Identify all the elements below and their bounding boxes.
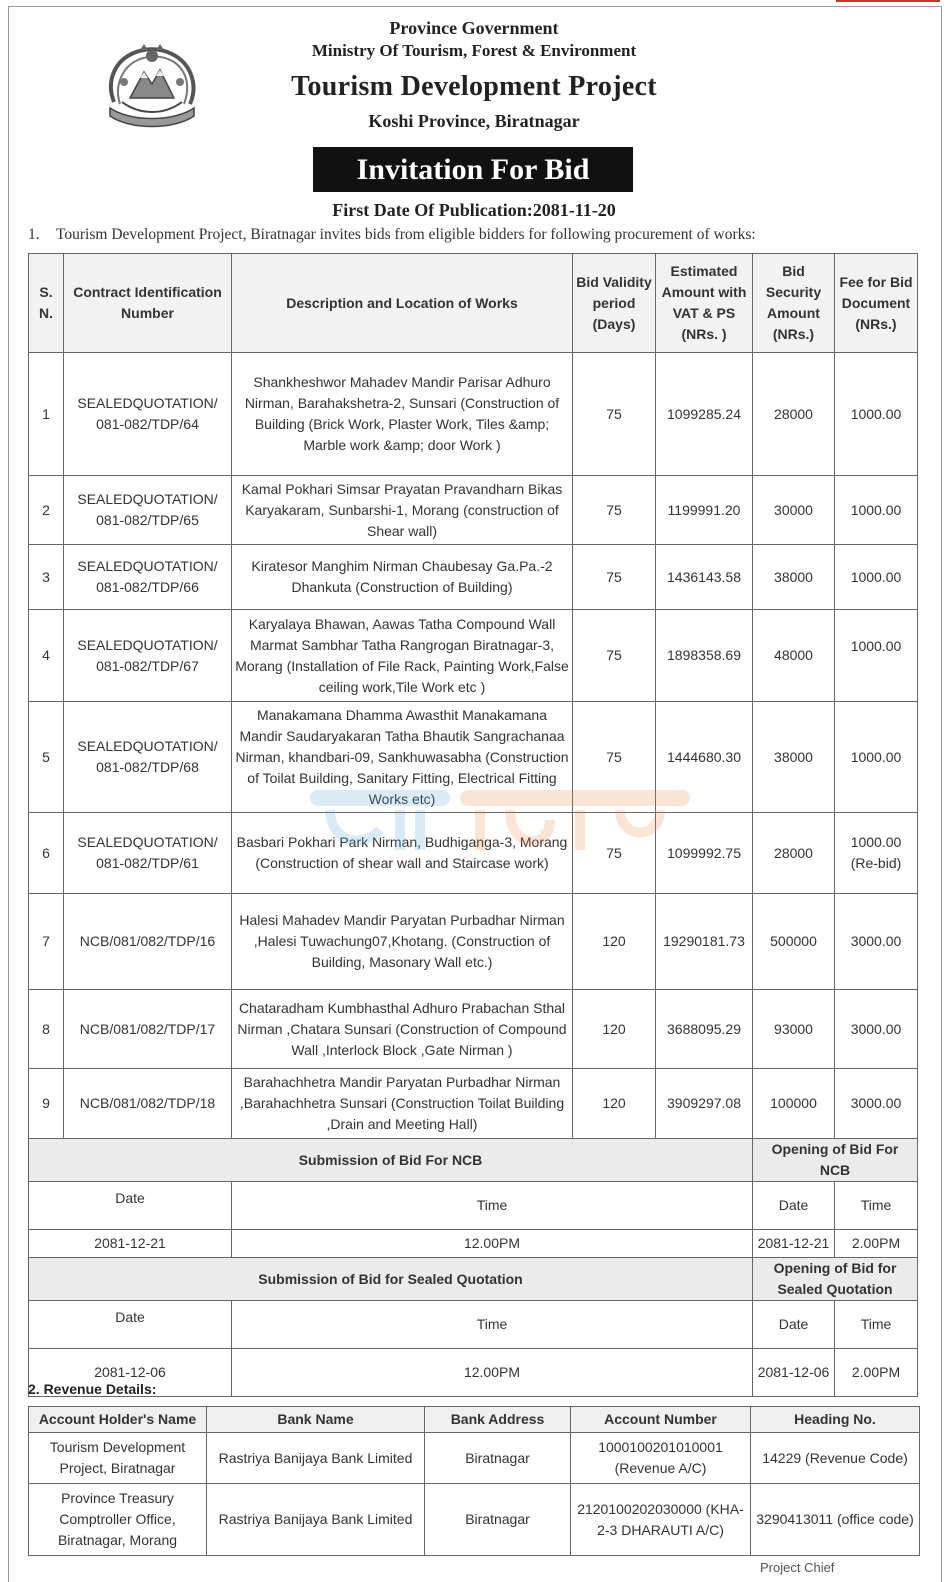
cell-validity: 75 (573, 353, 656, 476)
works-table-header (29, 254, 918, 353)
table-row (29, 610, 918, 702)
sealed-submission-title: Submission of Bid for Sealed Quotation (29, 1258, 753, 1301)
sealed-opening-time: 2.00PM (835, 1349, 918, 1397)
table-row (29, 702, 918, 813)
ncb-opening-date: 2081-12-21 (753, 1230, 835, 1258)
cell-contract: SEALEDQUOTATION/ 081-082/TDP/67 (64, 610, 232, 702)
ncb-schedule-labels (29, 1182, 918, 1230)
cell-contract: SEALEDQUOTATION/ 081-082/TDP/65 (64, 476, 232, 545)
ncb-opening-title: Opening of Bid For NCB (753, 1139, 918, 1182)
header-sn: S. N. (29, 254, 64, 353)
sealed-opening-title: Opening of Bid for Sealed Quotation (753, 1258, 918, 1301)
cell-holder: Tourism Development Project, Biratnagar (29, 1433, 207, 1484)
cell-estimate: 1199991.20 (656, 476, 753, 545)
cell-description: Barahachhetra Mandir Paryatan Purbadhar Nirman ,Barahachhetra Sunsari (Construction Toilat Building ,Drain and Meeting Hall) (232, 1069, 573, 1139)
cell-fee: 1000.00 (835, 353, 918, 476)
sealed-schedule-header (29, 1258, 918, 1301)
ncb-submission-time-label: Time (232, 1182, 753, 1230)
cell-sn: 5 (29, 702, 64, 813)
cell-estimate: 3688095.29 (656, 990, 753, 1069)
cell-validity: 75 (573, 702, 656, 813)
table-row (29, 545, 918, 610)
cell-description: Shankheshwor Mahadev Mandir Parisar Adhuro Nirman, Barahakshetra-2, Sunsari (Construction of Building (Brick Work, Plaster Work, Tiles &amp; Marble work &amp; door Work ) (232, 353, 573, 476)
header-description: Description and Location of Works (232, 254, 573, 353)
sealed-opening-date: 2081-12-06 (753, 1349, 835, 1397)
cell-heading: 14229 (Revenue Code) (751, 1433, 920, 1484)
revenue-table-header (29, 1407, 920, 1433)
revenue-table (28, 1406, 920, 1556)
cell-contract: NCB/081/082/TDP/16 (64, 894, 232, 990)
cell-fee: 3000.00 (835, 894, 918, 990)
cell-security: 48000 (753, 610, 835, 702)
cell-fee: 3000.00 (835, 990, 918, 1069)
cell-sn: 7 (29, 894, 64, 990)
header-fee: Fee for Bid Document (NRs.) (835, 254, 918, 353)
sealed-opening-time-label: Time (835, 1301, 918, 1349)
cell-estimate: 19290181.73 (656, 894, 753, 990)
cell-validity: 75 (573, 545, 656, 610)
revenue-section-title: 2. Revenue Details: (28, 1381, 157, 1397)
cell-estimate: 3909297.08 (656, 1069, 753, 1139)
sealed-opening-date-label: Date (753, 1301, 835, 1349)
cell-validity: 75 (573, 813, 656, 894)
cell-security: 28000 (753, 813, 835, 894)
header-heading-no: Heading No. (751, 1407, 920, 1433)
cell-description: Chataradham Kumbhasthal Adhuro Prabachan Sthal Nirman ,Chatara Sunsari (Construction of Compound Wall ,Interlock Block ,Gate Nirman ) (232, 990, 573, 1069)
cell-fee: 1000.00 (835, 702, 918, 813)
cell-validity: 120 (573, 894, 656, 990)
ncb-submission-title: Submission of Bid For NCB (29, 1139, 753, 1182)
cell-sn: 6 (29, 813, 64, 894)
table-row (29, 1484, 920, 1556)
cell-description: Manakamana Dhamma Awasthit Manakamana Mandir Saudaryakaran Tatha Bhautik Sangrachanaa Nirman, khandbari-09, Sankhuwasabha (Construction of Toilat Building, Sanitary Fitting, Electrical Fitting Works etc) (232, 702, 573, 813)
cell-contract: SEALEDQUOTATION/ 081-082/TDP/66 (64, 545, 232, 610)
project-chief-label: Project Chief (760, 1560, 835, 1575)
ncb-schedule-header (29, 1139, 918, 1182)
sealed-submission-date-label: Date (29, 1301, 232, 1349)
sealed-schedule-labels (29, 1301, 918, 1349)
cell-contract: SEALEDQUOTATION/ 081-082/TDP/61 (64, 813, 232, 894)
cell-validity: 120 (573, 990, 656, 1069)
ncb-opening-date-label: Date (753, 1182, 835, 1230)
cell-holder: Province Treasury Comptroller Office, Biratnagar, Morang (29, 1484, 207, 1556)
cell-sn: 3 (29, 545, 64, 610)
cell-sn: 2 (29, 476, 64, 545)
header-contract: Contract Identification Number (64, 254, 232, 353)
table-row (29, 1069, 918, 1139)
cell-bank: Rastriya Banijaya Bank Limited (207, 1433, 425, 1484)
table-row (29, 353, 918, 476)
cell-contract: NCB/081/082/TDP/17 (64, 990, 232, 1069)
cell-estimate: 1099992.75 (656, 813, 753, 894)
sealed-submission-time-label: Time (232, 1301, 753, 1349)
ncb-submission-date: 2081-12-21 (29, 1230, 232, 1258)
cell-validity: 75 (573, 610, 656, 702)
header-bank-name: Bank Name (207, 1407, 425, 1433)
publication-date: First Date Of Publication:2081-11-20 (332, 200, 616, 220)
table-row (29, 894, 918, 990)
cell-bank: Rastriya Banijaya Bank Limited (207, 1484, 425, 1556)
cell-heading: 3290413011 (office code) (751, 1484, 920, 1556)
table-row (29, 1433, 920, 1484)
cell-contract: SEALEDQUOTATION/ 081-082/TDP/68 (64, 702, 232, 813)
header-account-number: Account Number (571, 1407, 751, 1433)
cell-sn: 4 (29, 610, 64, 702)
sealed-schedule-values (29, 1349, 918, 1397)
cell-fee: 1000.00 (835, 476, 918, 545)
cell-sn: 8 (29, 990, 64, 1069)
ncb-schedule-values (29, 1230, 918, 1258)
cell-security: 28000 (753, 353, 835, 476)
table-row (29, 476, 918, 545)
cell-estimate: 1099285.24 (656, 353, 753, 476)
cell-fee: 1000.00 (835, 545, 918, 610)
sealed-submission-time: 12.00PM (232, 1349, 753, 1397)
ministry-line: Ministry Of Tourism, Forest & Environment (311, 41, 637, 60)
header-estimate: Estimated Amount with VAT & PS (NRs. ) (656, 254, 753, 353)
cell-description: Halesi Mahadev Mandir Paryatan Purbadhar Nirman ,Halesi Tuwachung07,Khotang. (Construction of Building, Masonary Wall etc.) (232, 894, 573, 990)
intro-number: 1. (28, 226, 40, 243)
cell-security: 38000 (753, 702, 835, 813)
ncb-opening-time: 2.00PM (835, 1230, 918, 1258)
header-account-holder: Account Holder's Name (29, 1407, 207, 1433)
header-security: Bid Security Amount (NRs.) (753, 254, 835, 353)
ncb-submission-date-label: Date (29, 1182, 232, 1230)
intro-text: Tourism Development Project, Biratnagar invites bids from eligible bidders for following procurement of works: (56, 226, 756, 243)
cell-validity: 120 (573, 1069, 656, 1139)
cell-fee: 3000.00 (835, 1069, 918, 1139)
cell-description: Kiratesor Manghim Nirman Chaubesay Ga.Pa.-2 Dhankuta (Construction of Building) (232, 545, 573, 610)
government-line: Province Government (389, 18, 559, 38)
table-row (29, 813, 918, 894)
header-validity: Bid Validity period (Days) (573, 254, 656, 353)
cell-address: Biratnagar (425, 1433, 571, 1484)
cell-description: Kamal Pokhari Simsar Prayatan Pravandharn Bikas Karyakaram, Sunbarshi-1, Morang (construction of Shear wall) (232, 476, 573, 545)
cell-validity: 75 (573, 476, 656, 545)
cell-estimate: 1898358.69 (656, 610, 753, 702)
cell-account: 2120100202030000 (KHA-2-3 DHARAUTI A/C) (571, 1484, 751, 1556)
cell-sn: 1 (29, 353, 64, 476)
cell-address: Biratnagar (425, 1484, 571, 1556)
table-row (29, 990, 918, 1069)
works-table (28, 253, 918, 1397)
cell-contract: NCB/081/082/TDP/18 (64, 1069, 232, 1139)
ncb-submission-time: 12.00PM (232, 1230, 753, 1258)
top-edge-mark (836, 0, 940, 2)
intro-paragraph (28, 226, 756, 244)
cell-fee: 1000.00 (835, 610, 918, 702)
cell-contract: SEALEDQUOTATION/ 081-082/TDP/64 (64, 353, 232, 476)
cell-description: Basbari Pokhari Park Nirman, Budhiganga-3, Morang (Construction of shear wall and Staircase work) (232, 813, 573, 894)
header-bank-address: Bank Address (425, 1407, 571, 1433)
cell-security: 500000 (753, 894, 835, 990)
cell-security: 38000 (753, 545, 835, 610)
cell-security: 93000 (753, 990, 835, 1069)
project-location: Koshi Province, Biratnagar (368, 111, 580, 131)
cell-estimate: 1436143.58 (656, 545, 753, 610)
cell-description: Karyalaya Bhawan, Aawas Tatha Compound Wall Marmat Sambhar Tatha Rangrogan Biratnagar-3, Morang (Installation of File Rack, Painting Work,False ceiling work,Tile Work etc ) (232, 610, 573, 702)
ncb-opening-time-label: Time (835, 1182, 918, 1230)
sealed-submission-date: 2081-12-06 (29, 1349, 232, 1397)
invitation-banner: Invitation For Bid (313, 147, 633, 192)
cell-sn: 9 (29, 1069, 64, 1139)
project-title: Tourism Development Project (291, 71, 657, 102)
cell-security: 100000 (753, 1069, 835, 1139)
cell-security: 30000 (753, 476, 835, 545)
cell-fee: 1000.00 (Re-bid) (835, 813, 918, 894)
cell-account: 1000100201010001 (Revenue A/C) (571, 1433, 751, 1484)
cell-estimate: 1444680.30 (656, 702, 753, 813)
